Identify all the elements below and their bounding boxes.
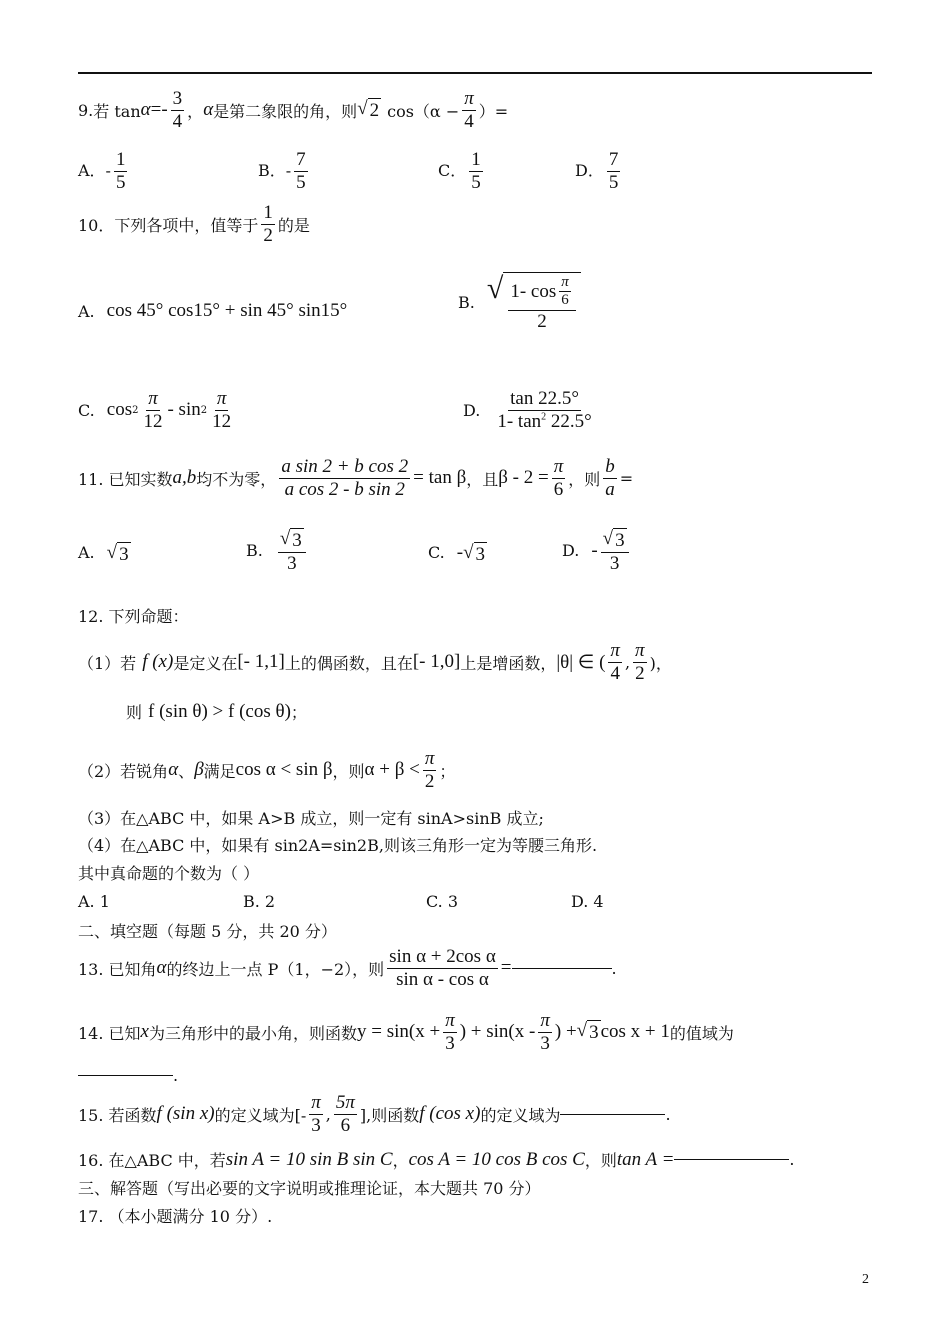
equals-sign: =- bbox=[150, 99, 168, 121]
answer-blank[interactable] bbox=[674, 1159, 789, 1160]
question-12: 12. 下列命题： bbox=[78, 607, 189, 626]
q14-answer-line: . bbox=[78, 1066, 178, 1085]
option-d: D． $\frac{7}{5}$ bbox=[575, 148, 619, 193]
question-17: 17. （本小题满分 10 分）. bbox=[78, 1207, 273, 1226]
header-rule bbox=[78, 72, 872, 74]
option-a: A. √ 3 bbox=[78, 542, 129, 565]
option-c: C. -√ 3 bbox=[428, 542, 486, 565]
option-a: A. 1 bbox=[78, 891, 110, 911]
option-d: D. - √ 3 3 bbox=[562, 528, 632, 575]
q12-prop-2: （2）若锐角 α 、 β 满足 cos α < sin β ，则 α + β < $\frac{\pi}{2}$ ； bbox=[78, 748, 456, 792]
q12-question: 其中真命题的个数为（ ） bbox=[78, 864, 260, 883]
option-b: B．- $\frac{7}{5}$ bbox=[258, 148, 306, 193]
q10-option-d: D. $\frac{\tan 22.5^\circ}{1- \tan^2 22.5^\circ}$ bbox=[463, 388, 592, 432]
q12-prop-1: （1）若 f (x) 是定义在 [- 1,1] 上的偶函数，且在 [- 1,0] 上是增函数， |θ| ∈ ( $\frac{\pi}{4}$ , $\frac{\pi}{2}$ )， bbox=[78, 640, 672, 684]
question-15: 15. 若函数 f (sin x) 的定义域为[- $\frac{\pi}{3}$ , $\frac{5\pi}{6}$ ],则函数 f (cos x) 的定义域为 . bbox=[78, 1092, 671, 1136]
section-solutions: 三、解答题（写出必要的文字说明或推理论证，本大题共 70 分） bbox=[78, 1179, 541, 1198]
sqrt-2: √ 2 bbox=[357, 98, 380, 122]
section-fill-in: 二、填空题（每题 5 分，共 20 分） bbox=[78, 922, 337, 941]
question-16: 16. 在△ABC 中，若 sin A = 10 sin B sin C ， cos A = 10 cos B cos C ，则 tan A = . bbox=[78, 1148, 795, 1170]
question-10: 10．下列各项中，值等于 $\frac{1}{2}$ 的是 bbox=[78, 202, 310, 246]
answer-blank[interactable] bbox=[512, 968, 612, 969]
question-14: 14. 已知 x 为三角形中的最小角，则函数 y = sin(x + $\frac{\pi}{3}$ ) + sin(x - $\frac{\pi}{3}$ ) + √ 3 cos x + 1 的值域为 bbox=[78, 1010, 734, 1054]
answer-blank[interactable] bbox=[560, 1114, 665, 1115]
q10-option-c: C. cos 2 $\frac{\pi}{12}$ - sin 2 $\frac{\pi}{12}$ bbox=[78, 388, 232, 432]
question-13: 13. 已知角 α 的终边上一点 P（1，−2），则 $\frac{\text{sin α + 2cos α}}{\text{sin α - cos α}}$ = . bbox=[78, 946, 617, 990]
q9-number: 9. bbox=[78, 100, 94, 120]
q10-option-a: A. cos 45° cos15° + sin 45° sin15° bbox=[78, 300, 348, 321]
answer-blank[interactable] bbox=[78, 1075, 173, 1076]
alpha-symbol: α bbox=[140, 99, 151, 121]
q12-prop-3: （3）在△ABC 中，如果 A>B 成立，则一定有 sinA>sinB 成立; bbox=[78, 809, 544, 828]
question-9: 9. 若 tan α =- $\frac{3}{4}$ ， α 是第二象限的角，则 √ 2 cos（α − $\frac{\pi}{4}$ ）= bbox=[78, 88, 509, 132]
question-11: 11. 已知实数 a,b 均不为零， $\frac{\text{a sin 2 + b cos 2}}{\text{a cos 2 - b sin 2}}$ = tan β ，且 β - 2 = $\frac{\pi}{6}$ ，则 $\frac{b}{a}$ = bbox=[78, 456, 634, 500]
q12-options bbox=[78, 890, 872, 912]
fraction: $\frac{3}{4}$ bbox=[172, 88, 183, 132]
option-a: A．- $\frac{1}{5}$ bbox=[78, 148, 126, 193]
option-b: B. 2 bbox=[243, 891, 276, 911]
option-c: C. 3 bbox=[426, 891, 459, 911]
q12-prop-1-line2: 则 f (sin θ) > f (cos θ) ； bbox=[126, 700, 307, 722]
q12-prop-4: （4）在△ABC 中，如果有 sin2A=sin2B,则该三角形一定为等腰三角形. bbox=[78, 836, 598, 855]
option-c: C． $\frac{1}{5}$ bbox=[438, 148, 481, 193]
page-number: 2 bbox=[862, 1272, 869, 1287]
option-b: B. √ 3 3 bbox=[246, 528, 309, 575]
option-d: D. 4 bbox=[571, 891, 604, 911]
q9-options bbox=[78, 144, 872, 198]
q10-option-b: B. √ 1- cos $\frac{\pi}{6}$ 2 bbox=[458, 272, 581, 332]
q11-options bbox=[78, 528, 872, 588]
q9-text: 若 tan bbox=[93, 101, 141, 121]
